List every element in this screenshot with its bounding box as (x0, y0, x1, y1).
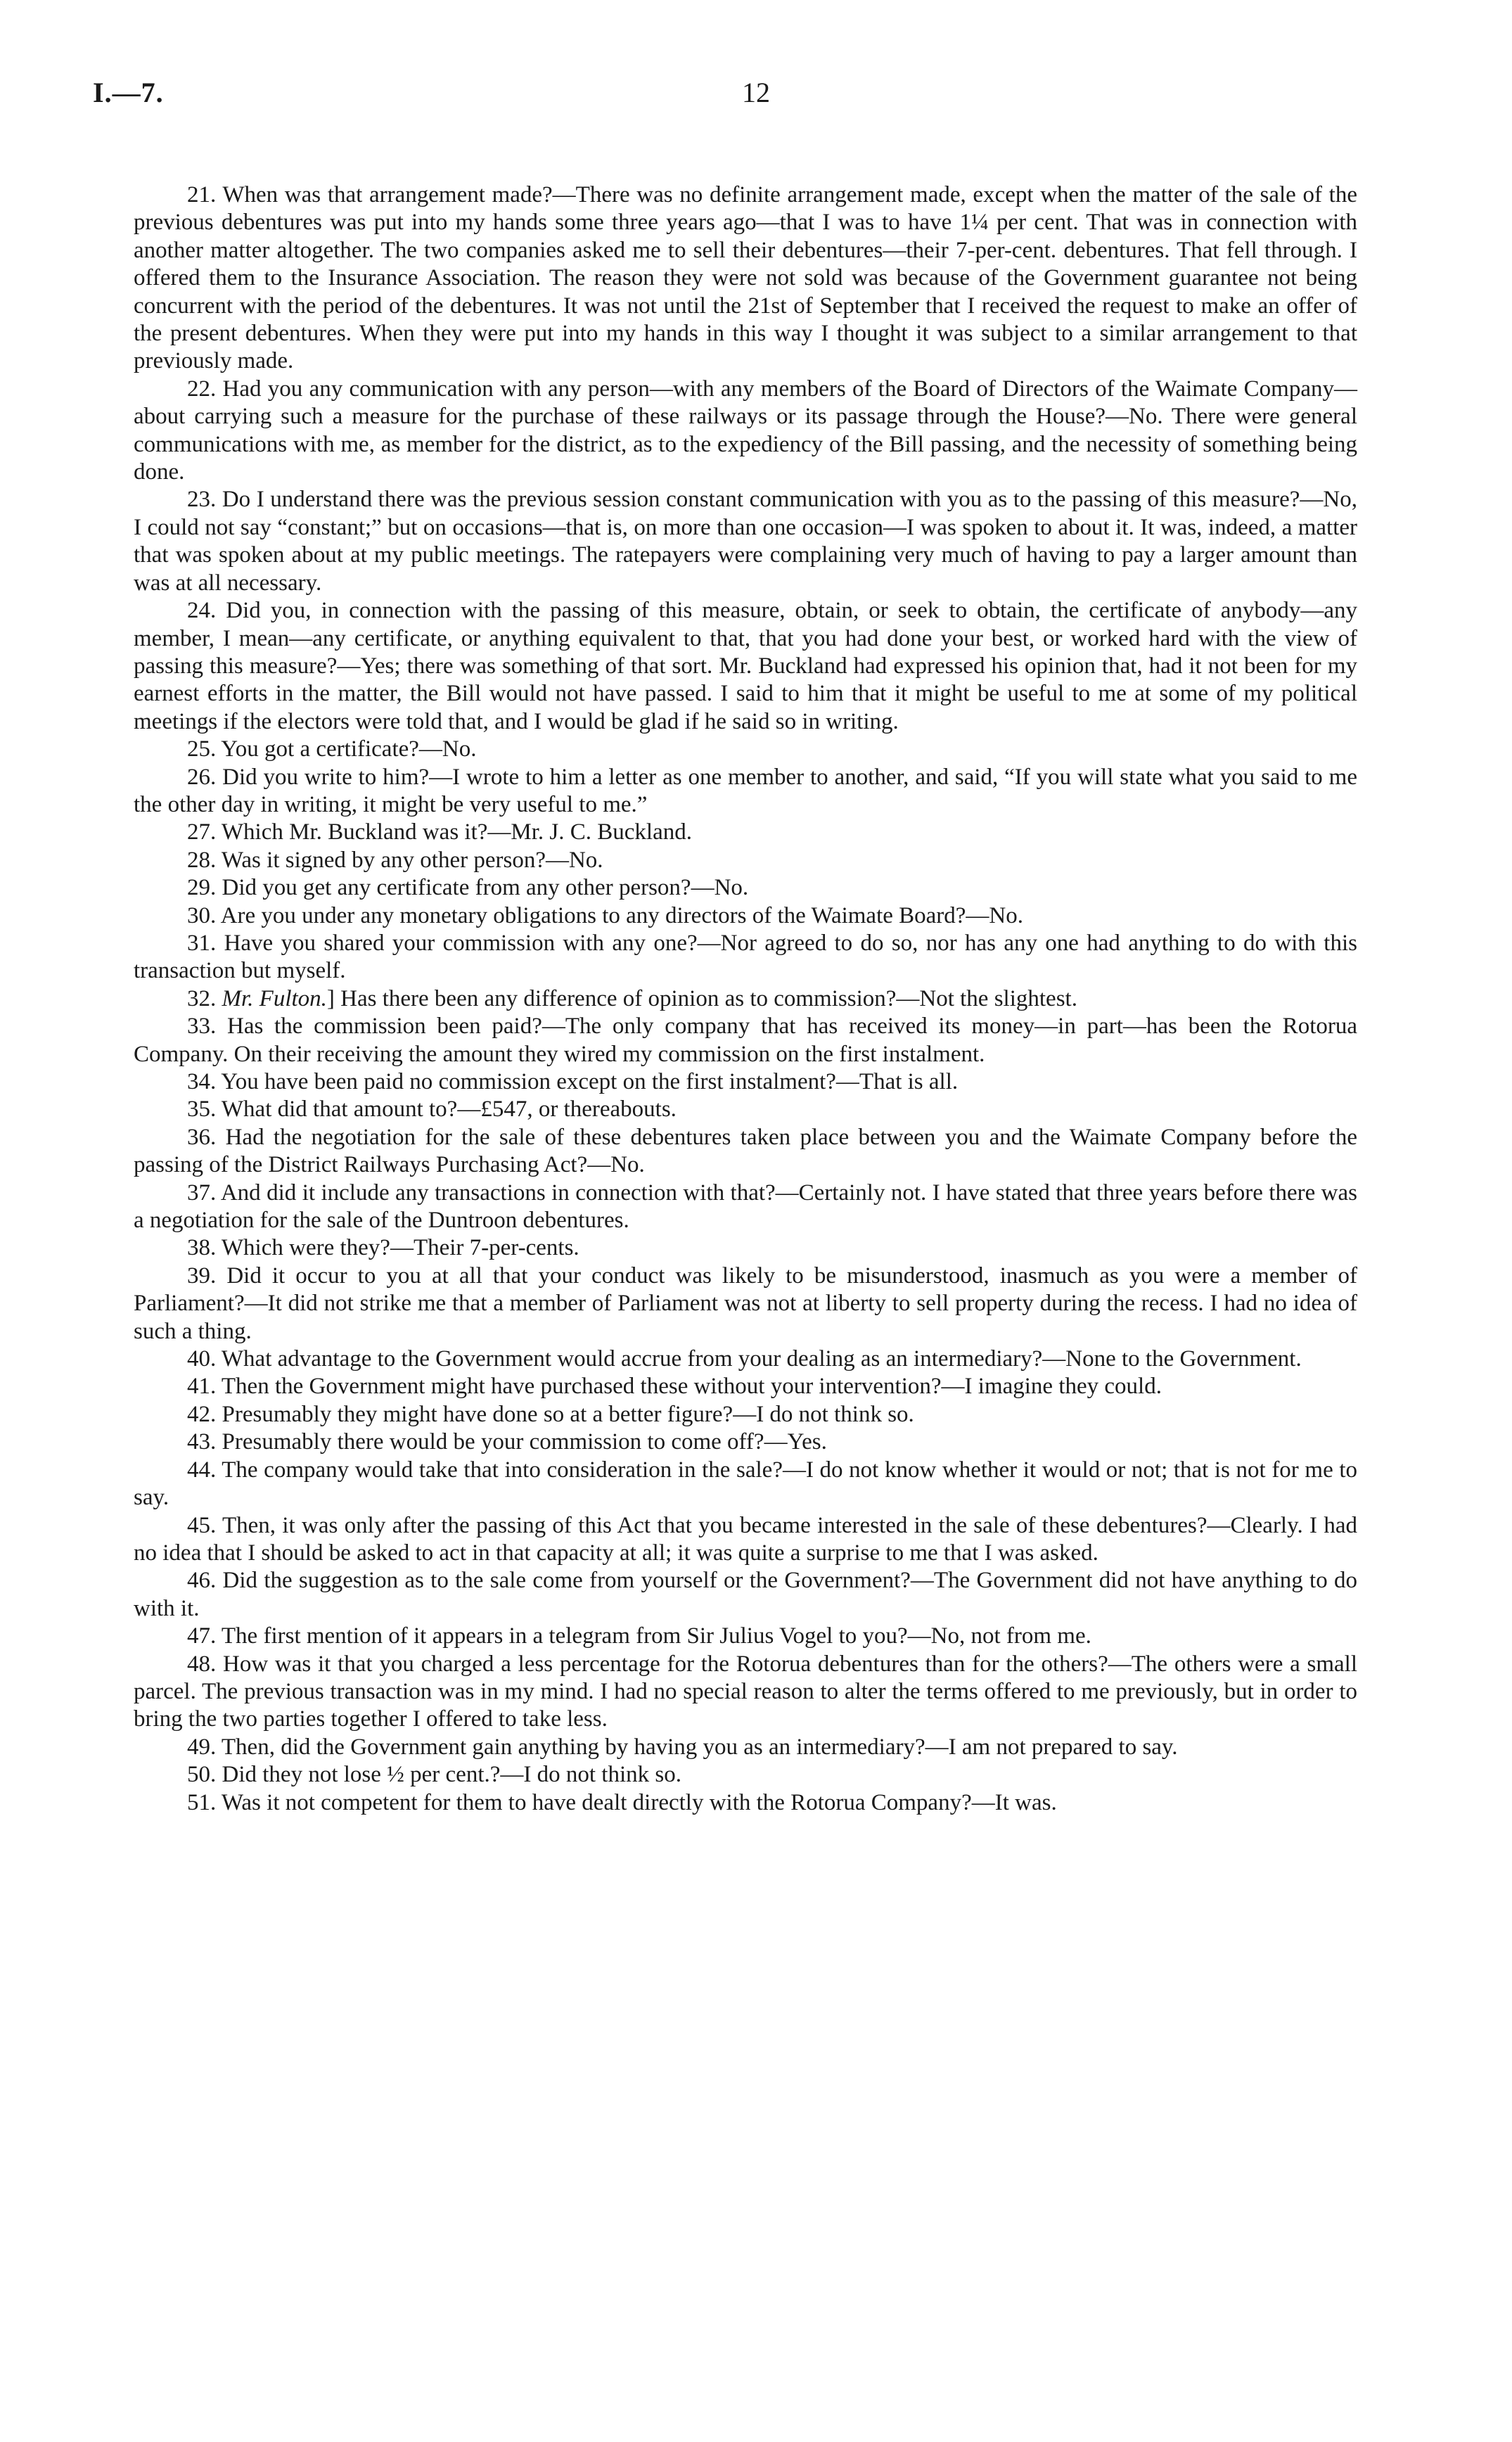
evidence-text (134, 181, 1357, 1817)
question-47: 47. The first mention of it appears in a telegram from Sir Julius Vogel to you?—No, not from me. (187, 1623, 1091, 1649)
question-45: 45. Then, it was only after the passing of this Act that you became interested in the sale of these debentures?—Clearly. I had no idea that I should be asked to act in that capacity at all; it was quite a surprise to me that I was asked. (134, 1512, 1357, 1566)
question-25: 25. You got a certificate?—No. (187, 736, 477, 762)
question-43: 43. Presumably there would be your commission to come off?—Yes. (187, 1429, 827, 1455)
question-33: 33. Has the commission been paid?—The only company that has received its money—in part—has been the Rotorua Company. On their receiving the amount they wired my commission on the first instalment. (134, 1014, 1357, 1067)
question-34: 34. You have been paid no commission except on the first instalment?—That is all. (187, 1069, 959, 1094)
question-23: 23. Do I understand there was the previous session constant communication with you as to the passing of this measure?—No, I could not say “constant;” but on occasions—that is, on more than one occasion—I was spoken to about it. It was, indeed, a matter that was spoken about at my public meetings. The ratepayers were complaining very much of having to pay a larger amount than was at all necessary. (134, 487, 1357, 596)
question-35: 35. What did that amount to?—£547, or thereabouts. (187, 1097, 677, 1123)
document-reference: I.—7. (93, 77, 164, 108)
question-38: 38. Which were they?—Their 7-per-cents. (187, 1235, 579, 1261)
question-22: 22. Had you any communication with any person—with any members of the Board of Directors of the Waimate Company—about carrying such a measure for the purchase of these railways or its passage through the House?—No. There were general communications with me, as member for the district, as to the expediency of the Bill passing, and the necessity of something being done. (134, 376, 1357, 485)
question-46: 46. Did the suggestion as to the sale come from yourself or the Government?—The Government did not have anything to do with it. (134, 1568, 1357, 1621)
question-41: 41. Then the Government might have purchased these without your intervention?—I imagine they could. (187, 1374, 1162, 1400)
question-37: 37. And did it include any transactions in connection with that?—Certainly not. I have stated that three years before there was a negotiation for the sale of the Duntroon debentures. (134, 1180, 1357, 1234)
question-50: 50. Did they not lose ½ per cent.?—I do not think so. (187, 1762, 681, 1788)
question-44: 44. The company would take that into consideration in the sale?—I do not know whether it would or not; that is not for me to say. (134, 1457, 1357, 1511)
question-48: 48. How was it that you charged a less percentage for the Rotorua debentures than for the others?—The others were a small parcel. The previous transaction was in my mind. I had no special reason to alter the terms offered to me previously, but in order to bring the two parties together I offered to take less. (134, 1651, 1357, 1732)
question-39: 39. Did it occur to you at all that your conduct was likely to be misunderstood, inasmuch as you were a member of Parliament?—It did not strike me that a member of Parliament was not at liberty to sell property during the recess. I had no idea of such a thing. (134, 1262, 1357, 1344)
question-28: 28. Was it signed by any other person?—No. (187, 847, 603, 873)
question-49: 49. Then, did the Government gain anything by having you as an intermediary?—I am not prepared to say. (187, 1734, 1178, 1760)
question-29: 29. Did you get any certificate from any other person?—No. (187, 875, 749, 901)
question-27: 27. Which Mr. Buckland was it?—Mr. J. C. Buckland. (187, 819, 692, 845)
question-36: 36. Had the negotiation for the sale of these debentures taken place between you and the Waimate Company before the passing of the District Railways Purchasing Act?—No. (134, 1124, 1357, 1178)
question-26: 26. Did you write to him?—I wrote to him a letter as one member to another, and said, “If you will state what you said to me the other day in writing, it might be very useful to me.” (134, 764, 1357, 817)
page-header (0, 76, 1512, 118)
question-51: 51. Was it not competent for them to have dealt directly with the Rotorua Company?—It was. (187, 1789, 1057, 1815)
question-42: 42. Presumably they might have done so at a better figure?—I do not think so. (187, 1401, 914, 1427)
question-40: 40. What advantage to the Government would accrue from your dealing as an intermediary?—None to the Government. (187, 1346, 1302, 1372)
question-32: 32. Mr. Fulton.] Has there been any difference of opinion as to commission?—Not the slightest. (187, 985, 1077, 1011)
page-number: 12 (742, 77, 770, 108)
question-21: 21. When was that arrangement made?—There was no definite arrangement made, except when the matter of the sale of the previous debentures was put into my hands some three years ago—that I was to have 1¼ per cent. That was in connection with another matter altogether. The two companies asked me to sell their debentures—their 7-per-cent. debentures. That fell through. I offered them to the Insurance Association. The reason they were not sold was because of the Government guarantee not being concurrent with the period of the debentures. It was not until the 21st of September that I received the request to make an offer of the present debentures. When they were put into my hands in this way I thought it was subject to a similar arrangement to that previously made. (134, 182, 1357, 374)
question-24: 24. Did you, in connection with the passing of this measure, obtain, or seek to obtain, the certificate of anybody—any member, I mean—any certificate, or anything equivalent to that, that you had done your best, or worked hard with the view of passing this measure?—Yes; there was something of that sort. Mr. Buckland had expressed his opinion that, had it not been for my earnest efforts in the matter, the Bill would not have passed. I said to him that it might be useful to me at some of my political meetings if the electors were told that, and I would be glad if he said so in writing. (134, 598, 1357, 734)
question-31: 31. Have you shared your commission with any one?—Nor agreed to do so, nor has any one had anything to do with this transaction but myself. (134, 930, 1357, 984)
speaker-name: Mr. Fulton. (222, 985, 327, 1011)
question-30: 30. Are you under any monetary obligations to any directors of the Waimate Board?—No. (187, 902, 1024, 928)
